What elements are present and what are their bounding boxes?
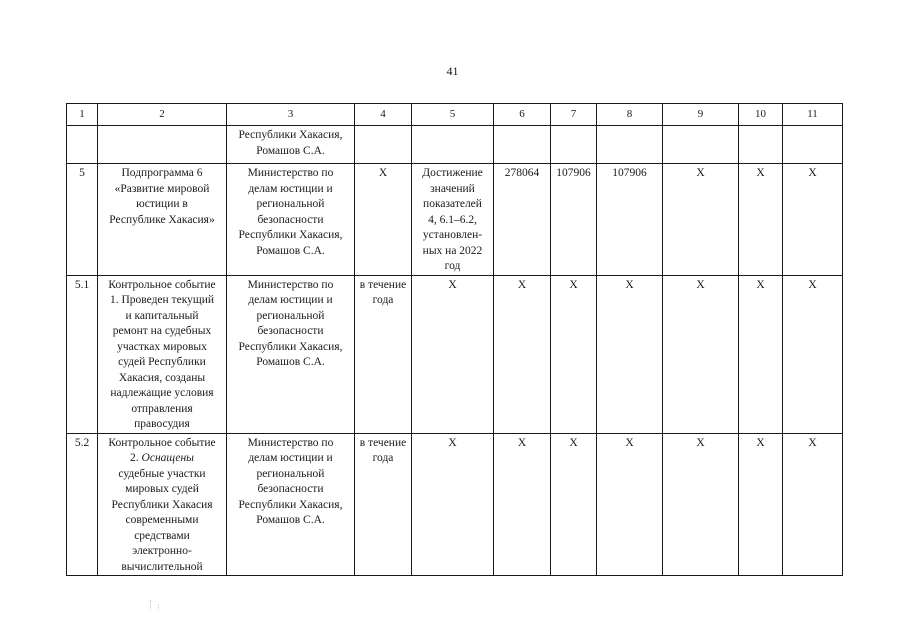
value-col-6: X — [494, 433, 551, 576]
column-header-8: 8 — [597, 104, 663, 126]
value-col-8: X — [597, 433, 663, 576]
value-col-9: X — [663, 433, 739, 576]
value-col-6: 278064 — [494, 164, 551, 276]
row-number: 5.1 — [67, 275, 98, 433]
responsible-party: Министерство по делам юстиции и региональной безопасности Республики Хакасия, Ромашов С.А. — [227, 275, 355, 433]
value-col-9: X — [663, 275, 739, 433]
responsible-party: Министерство по делам юстиции и региональной безопасности Республики Хакасия, Ромашов С.А. — [227, 433, 355, 576]
table-row — [67, 433, 843, 576]
value-col-11: X — [783, 433, 843, 576]
value-col-8: 107906 — [597, 164, 663, 276]
column-header-6: 6 — [494, 104, 551, 126]
table-row — [67, 164, 843, 276]
value-col-11 — [783, 126, 843, 164]
value-col-6 — [494, 126, 551, 164]
column-header-11: 11 — [783, 104, 843, 126]
value-col-9 — [663, 126, 739, 164]
page-number: 41 — [446, 64, 459, 78]
deadline: X — [355, 164, 412, 276]
value-col-8 — [597, 126, 663, 164]
row-number: 5 — [67, 164, 98, 276]
column-header-2: 2 — [98, 104, 227, 126]
row-number: 5.2 — [67, 433, 98, 576]
value-col-7: X — [551, 275, 597, 433]
deadline: в течение года — [355, 275, 412, 433]
responsible-party: Министерство по делам юстиции и региональной безопасности Республики Хакасия, Ромашов С.А. — [227, 164, 355, 276]
column-header-4: 4 — [355, 104, 412, 126]
value-col-7: 107906 — [551, 164, 597, 276]
responsible-party: Республики Хакасия, Ромашов С.А. — [227, 126, 355, 164]
value-col-10: X — [739, 433, 783, 576]
value-col-10 — [739, 126, 783, 164]
value-col-8: X — [597, 275, 663, 433]
scan-artifact — [150, 600, 153, 610]
value-col-6: X — [494, 275, 551, 433]
event-name — [98, 126, 227, 164]
value-col-9: X — [663, 164, 739, 276]
table-row — [67, 126, 843, 164]
column-header-10: 10 — [739, 104, 783, 126]
value-col-11: X — [783, 164, 843, 276]
event-name: Контрольное событие 2. Оснащены судебные участки мировых судей Республики Хакасия современными средствами электронно- вычислительной — [98, 433, 227, 576]
column-header-7: 7 — [551, 104, 597, 126]
column-header-1: 1 — [67, 104, 98, 126]
column-header-5: 5 — [412, 104, 494, 126]
event-name: Контрольное событие 1. Проведен текущий и капитальный ремонт на судебных участках мировых судей Республики Хакасия, созданы надлежащие условия отправления правосудия — [98, 275, 227, 433]
expected-result: X — [412, 275, 494, 433]
value-col-7: X — [551, 433, 597, 576]
value-col-10: X — [739, 164, 783, 276]
table-row — [67, 275, 843, 433]
plan-table — [66, 103, 843, 576]
deadline: в течение года — [355, 433, 412, 576]
expected-result: X — [412, 433, 494, 576]
deadline — [355, 126, 412, 164]
value-col-7 — [551, 126, 597, 164]
row-number — [67, 126, 98, 164]
expected-result: Достижение значений показателей 4, 6.1–6.2, установлен- ных на 2022 год — [412, 164, 494, 276]
column-header-9: 9 — [663, 104, 739, 126]
value-col-11: X — [783, 275, 843, 433]
event-name: Подпрограмма 6 «Развитие мировой юстиции в Республике Хакасия» — [98, 164, 227, 276]
emphasized-word: Оснащены — [141, 452, 194, 464]
scan-artifact — [158, 604, 161, 610]
expected-result — [412, 126, 494, 164]
value-col-10: X — [739, 275, 783, 433]
column-header-3: 3 — [227, 104, 355, 126]
header-row — [67, 104, 843, 126]
